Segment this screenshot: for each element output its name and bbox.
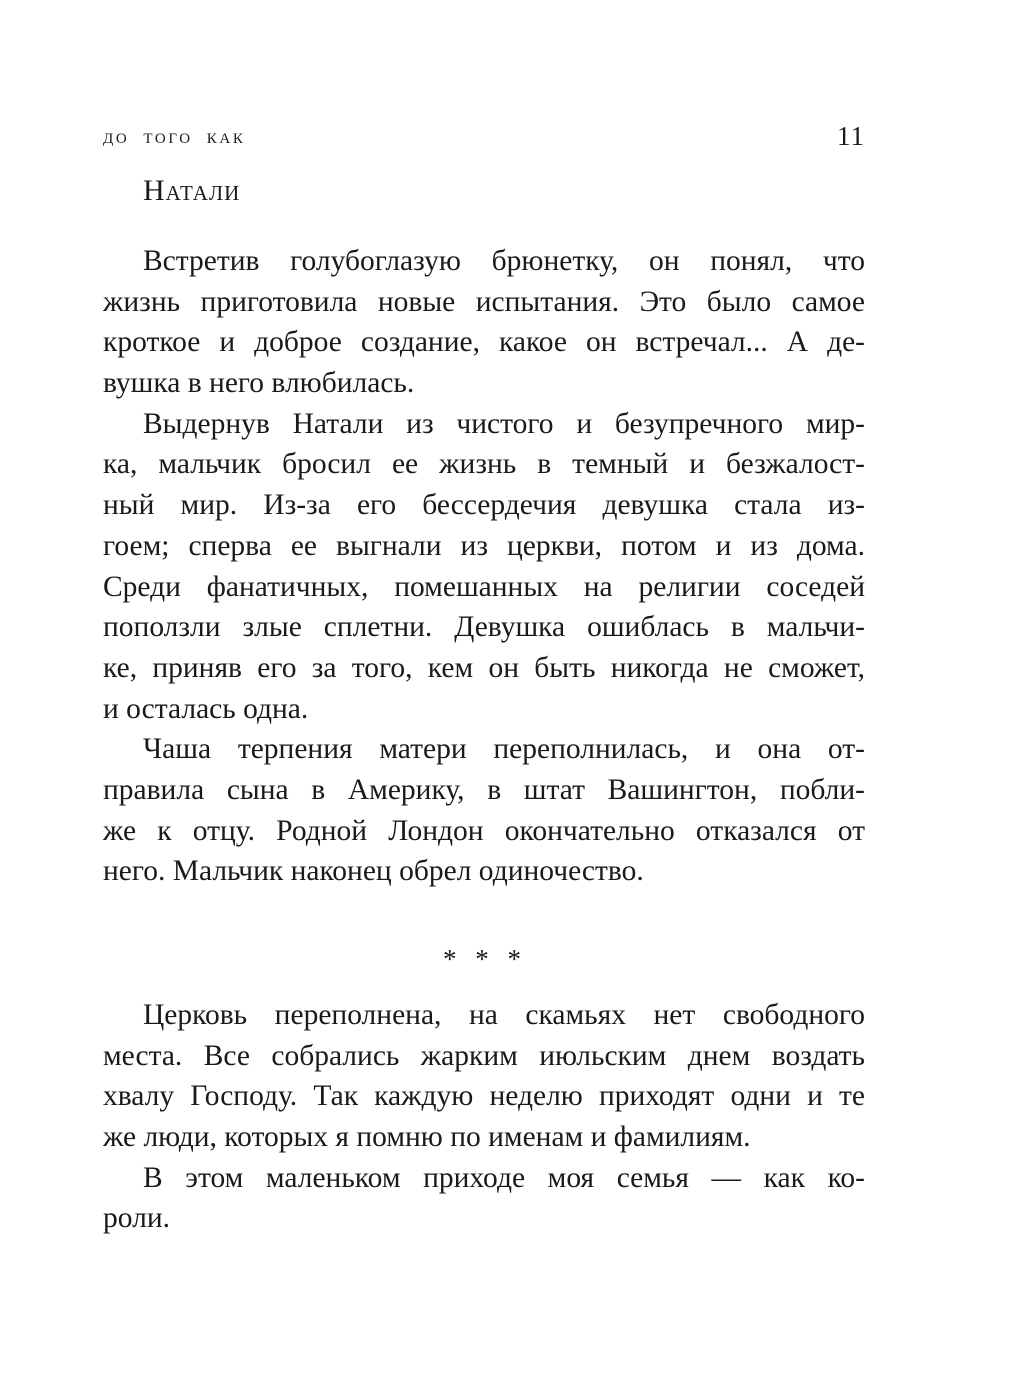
text-line: вушка в него влюбилась. — [103, 367, 415, 400]
scene-break: * * * — [443, 944, 527, 974]
text-line: ный мир. Из-за его бессердечия девушка стала из- — [103, 489, 865, 522]
section-title: Натали — [143, 174, 241, 207]
paragraph — [103, 1158, 865, 1239]
paragraph — [103, 241, 865, 404]
text-line: Среди фанатичных, помешанных на религии соседей — [103, 570, 865, 603]
text-line: Выдернув Натали из чистого и безупречного мир- — [143, 407, 865, 440]
text-line: правила сына в Америку, в штат Вашингтон, побли- — [103, 773, 865, 806]
text-line: Чаша терпения матери переполнилась, и она от- — [143, 733, 865, 766]
text-line: ке, приняв его за того, кем он быть никогда не сможет, — [103, 651, 865, 684]
lower-text-block — [103, 995, 865, 1239]
page-number: 11 — [837, 121, 865, 151]
text-line: же к отцу. Родной Лондон окончательно отказался от — [103, 814, 865, 847]
paragraph — [103, 729, 865, 892]
running-title: до того как — [103, 123, 246, 148]
text-line: ка, мальчик бросил ее жизнь в темный и безжалост- — [103, 448, 865, 481]
running-header — [103, 117, 865, 157]
text-line: хвалу Господу. Так каждую неделю приходят одни и те — [103, 1080, 865, 1113]
paragraph — [103, 995, 865, 1158]
text-line: гоем; сперва ее выгнали из церкви, потом и из дома. — [103, 529, 865, 562]
text-line: места. Все собрались жарким июльским днем воздать — [103, 1039, 865, 1072]
text-line: В этом маленьком приходе моя семья — как ко- — [143, 1161, 865, 1194]
text-line: же люди, которых я помню по именам и фамилиям. — [103, 1121, 751, 1154]
text-line: Церковь переполнена, на скамьях нет свободного — [143, 999, 865, 1031]
text-line: Встретив голубоглазую брюнетку, он понял, что — [143, 245, 865, 277]
text-line: и осталась одна. — [103, 692, 309, 725]
text-line: поползли злые сплетни. Девушка ошиблась в мальчи- — [103, 611, 865, 644]
text-line: кроткое и доброе создание, какое он встречал... А де- — [103, 326, 865, 359]
text-line: него. Мальчик наконец обрел одиночество. — [103, 855, 644, 888]
upper-text-block — [103, 241, 865, 892]
text-line: жизнь приготовила новые испытания. Это было самое — [103, 285, 865, 318]
paragraph — [103, 404, 865, 730]
text-line: роли. — [103, 1202, 170, 1235]
